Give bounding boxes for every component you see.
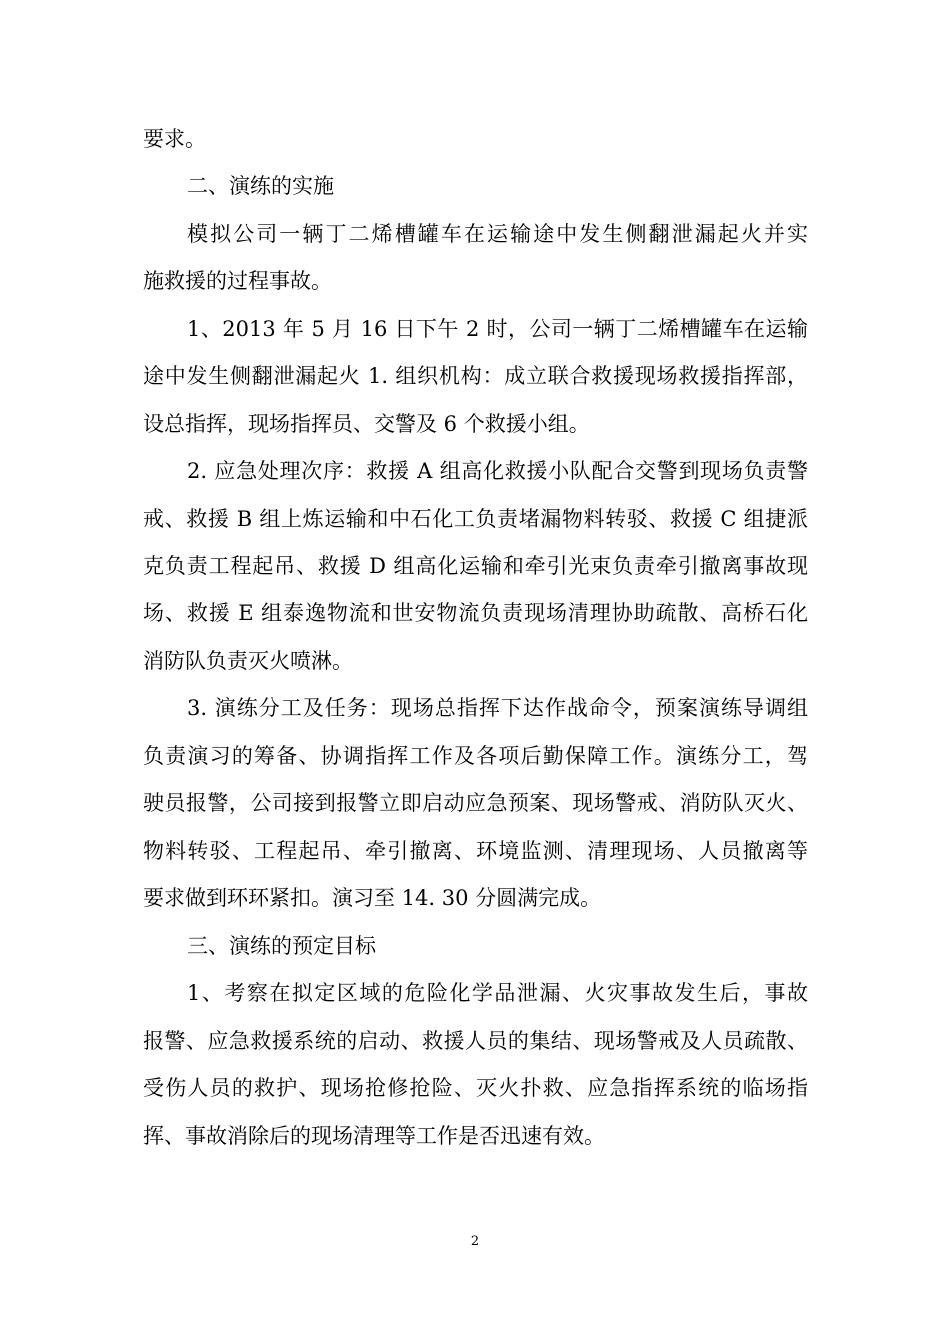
- section-heading-3: 三、演练的预定目标: [187, 934, 376, 958]
- text-line-13: 3. 演练分工及任务：现场总指挥下达作战命令，预案演练导调组: [187, 696, 808, 720]
- text-line-14: 负责演习的筹备、协调指挥工作及各项后勤保障工作。演练分工，驾: [143, 744, 808, 768]
- text-line-6: 途中发生侧翻泄漏起火 1. 组织机构：成立联合救援现场救援指挥部，: [143, 364, 808, 388]
- text-line-20: 报警、应急救援系统的启动、救援人员的集结、现场警戒及人员疏散、: [143, 1029, 808, 1053]
- text-line-21: 受伤人员的救护、现场抢修抢险、灭火扑救、应急指挥系统的临场指: [143, 1076, 808, 1100]
- text-line-16: 物料转驳、工程起吊、牵引撤离、环境监测、清理现场、人员撤离等: [143, 839, 808, 863]
- text-line-3: 模拟公司一辆丁二烯槽罐车在运输途中发生侧翻泄漏起火并实: [187, 222, 808, 246]
- text-line-7: 设总指挥，现场指挥员、交警及 6 个救援小组。: [143, 412, 590, 436]
- text-line-12: 消防队负责灭火喷淋。: [143, 649, 353, 673]
- text-line-11: 场、救援 E 组泰逸物流和世安物流负责现场清理协助疏散、高桥石化: [143, 601, 808, 625]
- text-line-1: 要求。: [143, 127, 206, 151]
- text-line-22: 挥、事故消除后的现场清理等工作是否迅速有效。: [143, 1124, 605, 1148]
- text-line-15: 驶员报警，公司接到报警立即启动应急预案、现场警戒、消防队灭火、: [143, 791, 808, 815]
- text-line-19: 1、考察在拟定区域的危险化学品泄漏、火灾事故发生后，事故: [187, 981, 808, 1005]
- text-line-17: 要求做到环环紧扣。演习至 14. 30 分圆满完成。: [143, 886, 602, 910]
- page-number: 2: [470, 1234, 480, 1249]
- text-line-4: 施救援的过程事故。: [143, 269, 332, 293]
- section-heading-2: 二、演练的实施: [187, 174, 334, 198]
- text-line-9: 戒、救援 B 组上炼运输和中石化工负责堵漏物料转驳、救援 C 组捷派: [143, 507, 808, 531]
- text-line-10: 克负责工程起吊、救援 D 组高化运输和牵引光束负责牵引撤离事故现: [143, 554, 808, 578]
- text-line-5: 1、2013 年 5 月 16 日下午 2 时，公司一辆丁二烯槽罐车在运输: [187, 317, 808, 341]
- text-line-8: 2. 应急处理次序：救援 A 组高化救援小队配合交警到现场负责警: [187, 459, 808, 483]
